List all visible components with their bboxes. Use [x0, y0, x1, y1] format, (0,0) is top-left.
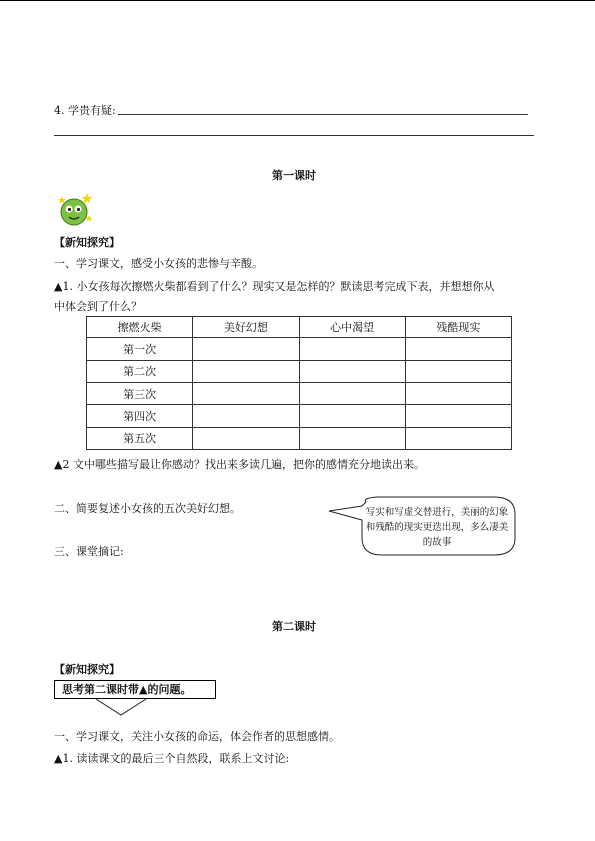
- section-heading: 【新知探究】: [54, 236, 120, 249]
- blank-cell[interactable]: [299, 427, 405, 449]
- table-row: [87, 405, 512, 427]
- table-header: 残酷现实: [405, 317, 511, 338]
- table-header-row: [87, 317, 512, 338]
- blank-cell[interactable]: [299, 382, 405, 404]
- page-top-border: [0, 0, 595, 1]
- row-label: 第五次: [87, 427, 193, 449]
- question-1: ▲1. 读读课文的最后三个自然段，联系上文讨论:: [54, 752, 290, 765]
- down-arrow-icon: [95, 699, 147, 717]
- cartoon-mascot-icon: [54, 190, 94, 230]
- answer-line: [118, 114, 528, 115]
- question-2: ▲2 文中哪些描写最让你感动？找出来多读几遍，把你的感情充分地读出来。: [54, 458, 425, 471]
- row-label: 第三次: [87, 382, 193, 404]
- blank-cell[interactable]: [299, 405, 405, 427]
- blank-cell[interactable]: [405, 382, 511, 404]
- item-2: 二、简要复述小女孩的五次美好幻想。: [54, 502, 241, 515]
- blank-cell[interactable]: [193, 427, 299, 449]
- table-header: 心中渴望: [299, 317, 405, 338]
- answer-line: [54, 135, 534, 136]
- question-1-line1: ▲1. 小女孩每次擦燃火柴都看到了什么？现实又是怎样的？默读思考完成下表，并想想你从: [54, 280, 495, 293]
- blank-cell[interactable]: [193, 360, 299, 382]
- blank-cell[interactable]: [299, 360, 405, 382]
- item-3: 三、课堂摘记:: [54, 545, 124, 558]
- task-box: 思考第二课时带▲的问题。: [54, 680, 216, 699]
- blank-cell[interactable]: [299, 338, 405, 360]
- blank-cell[interactable]: [405, 338, 511, 360]
- blank-cell[interactable]: [405, 360, 511, 382]
- row-label: 第一次: [87, 338, 193, 360]
- blank-cell[interactable]: [405, 405, 511, 427]
- bubble-note: 写实和写虚交替进行，美丽的幻象和残酷的现实更迭出现，多么凄美的故事: [365, 507, 509, 548]
- table-row: [87, 382, 512, 404]
- blank-cell[interactable]: [193, 338, 299, 360]
- table-row: [87, 360, 512, 382]
- table-row: [87, 427, 512, 449]
- item-1: 一、学习课文，关注小女孩的命运，体会作者的思想感情。: [54, 730, 340, 743]
- blank-cell[interactable]: [405, 427, 511, 449]
- fill-in-table: [86, 316, 512, 450]
- table-header: 擦燃火柴: [87, 317, 193, 338]
- question-4-label: 4. 学贵有疑:: [54, 104, 116, 117]
- item-1: 一、学习课文，感受小女孩的悲惨与辛酸。: [54, 257, 263, 270]
- row-label: 第四次: [87, 405, 193, 427]
- section-heading: 【新知探究】: [54, 663, 120, 676]
- question-1-line2: 中体会到了什么？: [54, 300, 142, 313]
- row-label: 第二次: [87, 360, 193, 382]
- blank-cell[interactable]: [193, 382, 299, 404]
- table-header: 美好幻想: [193, 317, 299, 338]
- blank-cell[interactable]: [193, 405, 299, 427]
- lesson1-title: 第一课时: [272, 169, 316, 182]
- table-row: [87, 338, 512, 360]
- lesson2-title: 第二课时: [272, 620, 316, 633]
